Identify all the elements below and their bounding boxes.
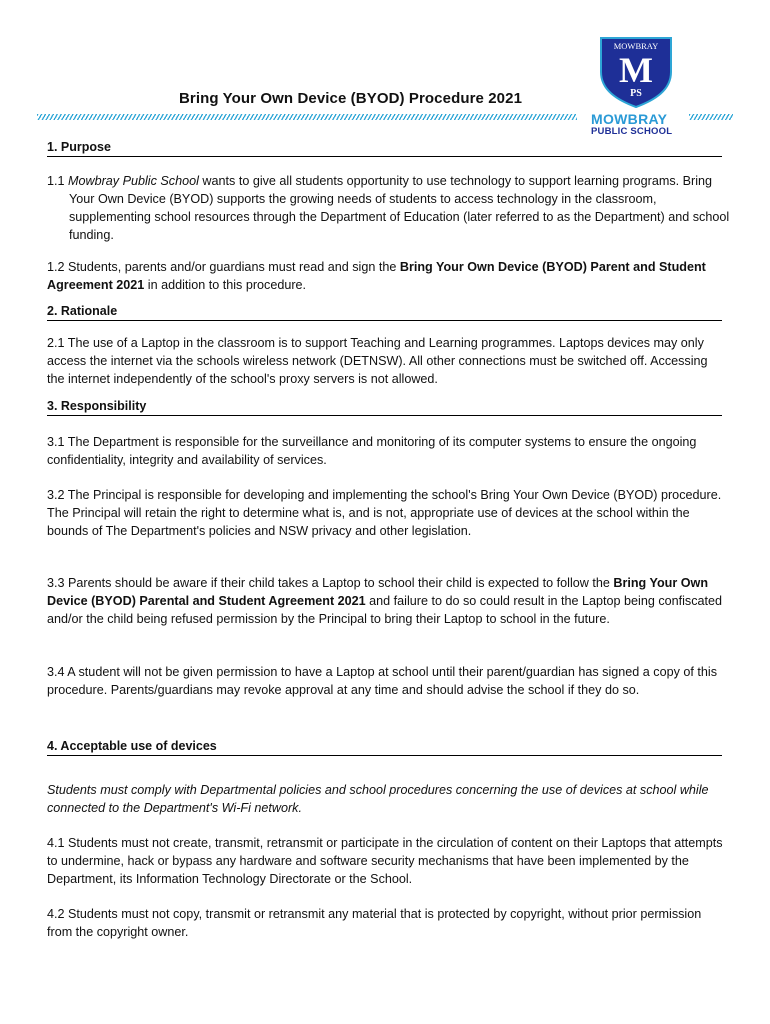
logo-hatch-rule (689, 114, 733, 120)
acceptable-use-paragraph-4-2: 4.2 Students must not copy, transmit or retransmit any material that is protected by copyright, without prior permission from the copyright owner. (47, 907, 702, 939)
responsibility-paragraph-3-1: 3.1 The Department is responsible for the surveillance and monitoring of its computer systems to ensure the ongoing confidentiality, integrity and availability of services. (47, 435, 697, 467)
responsibility-paragraph-3-2: 3.2 The Principal is responsible for developing and implementing the school's Bring Your Own Device (BYOD) procedure. The Principal will retain the right to determine what is, and is not, appropriate use of devices at the school within the bounds of The Department's policies and NSW privacy and other legislation. (47, 488, 722, 538)
section-heading-responsibility: 3. Responsibility (47, 399, 722, 416)
title-hatch-rule (37, 114, 577, 120)
purpose-paragraph-1-2: 1.2 Students, parents and/or guardians must read and sign the Bring Your Own Device (BYOD) Parent and Student Agreement 2021 in addition to this procedure. (47, 260, 706, 292)
section-heading-acceptable-use: 4. Acceptable use of devices (47, 739, 722, 756)
shield-monogram: M (619, 50, 653, 90)
responsibility-paragraph-3-4: 3.4 A student will not be given permission to have a Laptop at school until their parent/guardian has signed a copy of this procedure. Parents/guardians may revoke approval at any time and should advise the school if they do so. (47, 665, 717, 697)
document-title: Bring Your Own Device (BYOD) Procedure 2021 (179, 90, 523, 107)
school-logo (589, 34, 681, 140)
logo-school-name: MOWBRAY (591, 111, 668, 127)
shield-top-text: MOWBRAY (613, 41, 659, 51)
shield-bottom-text: PS (630, 88, 642, 99)
purpose-paragraph-1-1: 1.1 Mowbray Public School wants to give all students opportunity to use technology to support learning programs. Bring Your Own Device (BYOD) supports the growing needs of students to access technology in the classroom, supplementing school resources through the Department of Education (later referred to as the Department) and school funding. (47, 174, 730, 242)
responsibility-paragraph-3-3: 3.3 Parents should be aware if their child takes a Laptop to school their child is expected to follow the Bring Your Own Device (BYOD) Parental and Student Agreement 2021 and failure to do so could result in the Laptop being confiscated and/or the child being refused permission by the Principal to bring their Laptop to school in the future. (47, 576, 723, 626)
section-heading-rationale: 2. Rationale (47, 304, 722, 321)
logo-school-subname: PUBLIC SCHOOL (591, 126, 673, 137)
acceptable-use-intro: Students must comply with Departmental policies and school procedures concerning the use of devices at school while connected to the Department's Wi-Fi network. (47, 783, 709, 815)
rationale-paragraph-2-1: 2.1 The use of a Laptop in the classroom is to support Teaching and Learning programmes. Laptops devices may only access the internet via the schools wireless network (DETNSW). All other connections must be switched off. Accessing the internet independently of the school's proxy servers is not allowed. (47, 336, 708, 386)
school-crest-icon (597, 34, 675, 108)
acceptable-use-paragraph-4-1: 4.1 Students must not create, transmit, retransmit or participate in the circulation of content on their Laptops that attempts to undermine, hack or bypass any hardware and software security mechanisms that have been implemented by the Department, its Information Technology Directorate or the School. (47, 836, 723, 886)
section-heading-purpose: 1. Purpose (47, 140, 722, 157)
